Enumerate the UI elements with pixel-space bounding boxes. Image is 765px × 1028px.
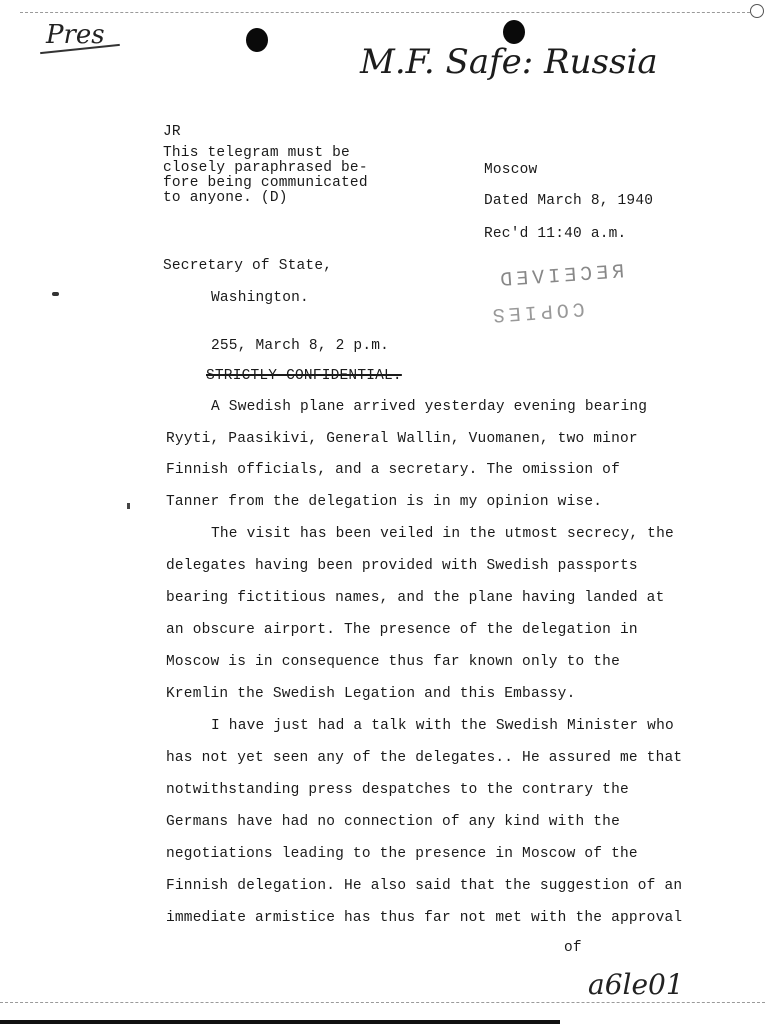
binder-hole-right bbox=[503, 20, 525, 44]
body-line: immediate armistice has thus far not met with the approval bbox=[166, 910, 683, 926]
handwritten-pres: Pres bbox=[46, 20, 105, 50]
body-line: I have just had a talk with the Swedish Minister who bbox=[211, 718, 674, 734]
margin-speck bbox=[127, 503, 130, 509]
stamp-line-2: COPIES bbox=[487, 296, 586, 326]
warning-line: to anyone. (D) bbox=[163, 190, 288, 206]
body-line: A Swedish plane arrived yesterday evening bearing bbox=[211, 399, 648, 415]
bottom-scan-edge bbox=[0, 1002, 765, 1003]
origin-place: Moscow bbox=[484, 162, 538, 178]
body-line: has not yet seen any of the delegates.. He assured me that bbox=[166, 750, 683, 766]
body-line: Ryyti, Paasikivi, General Wallin, Vuomanen, two minor bbox=[166, 431, 638, 447]
body-line: Finnish officials, and a secretary. The omission of bbox=[166, 462, 620, 478]
received-stamp bbox=[455, 255, 660, 349]
top-scan-edge bbox=[20, 12, 750, 13]
body-line: Moscow is in consequence thus far known only to the bbox=[166, 654, 620, 670]
body-line: Kremlin the Swedish Legation and this Embassy. bbox=[166, 686, 576, 702]
body-line: Tanner from the delegation is in my opinion wise. bbox=[166, 494, 603, 510]
body-line: The visit has been veiled in the utmost secrecy, the bbox=[211, 526, 674, 542]
body-line: an obscure airport. The presence of the delegation in bbox=[166, 622, 638, 638]
corner-mark bbox=[750, 4, 764, 18]
binder-hole-left bbox=[246, 28, 268, 52]
margin-speck bbox=[52, 292, 59, 296]
body-line: bearing fictitious names, and the plane having landed at bbox=[166, 590, 665, 606]
warning-line: closely paraphrased be- bbox=[163, 160, 368, 176]
telegram-number: 255, March 8, 2 p.m. bbox=[211, 338, 390, 354]
warning-line: fore being communicated bbox=[163, 175, 368, 191]
stamp-line-1: RECEIVED bbox=[495, 261, 625, 294]
body-line: delegates having been provided with Swedish passports bbox=[166, 558, 638, 574]
body-line: Germans have had no connection of any kind with the bbox=[166, 814, 620, 830]
sender-initials: JR bbox=[163, 124, 181, 140]
paraphrase-warning bbox=[163, 146, 368, 206]
addressee-title: Secretary of State, bbox=[163, 258, 333, 274]
received-line: Rec'd 11:40 a.m. bbox=[484, 226, 627, 242]
classification-struck: STRICTLY CONFIDENTIAL. bbox=[206, 368, 402, 384]
body-line: negotiations leading to the presence in Moscow of the bbox=[166, 846, 638, 862]
dated-line: Dated March 8, 1940 bbox=[484, 193, 654, 209]
body-line: Finnish delegation. He also said that the suggestion of an bbox=[166, 878, 683, 894]
warning-line: This telegram must be bbox=[163, 145, 350, 161]
continuation-word: of bbox=[564, 940, 582, 956]
addressee-city: Washington. bbox=[211, 290, 309, 306]
handwritten-filing-note: M.F. Safe: Russia bbox=[360, 42, 658, 82]
bottom-border-bar bbox=[0, 1020, 560, 1024]
handwritten-document-code: a6le01 bbox=[588, 968, 684, 1001]
body-line: notwithstanding press despatches to the contrary the bbox=[166, 782, 629, 798]
